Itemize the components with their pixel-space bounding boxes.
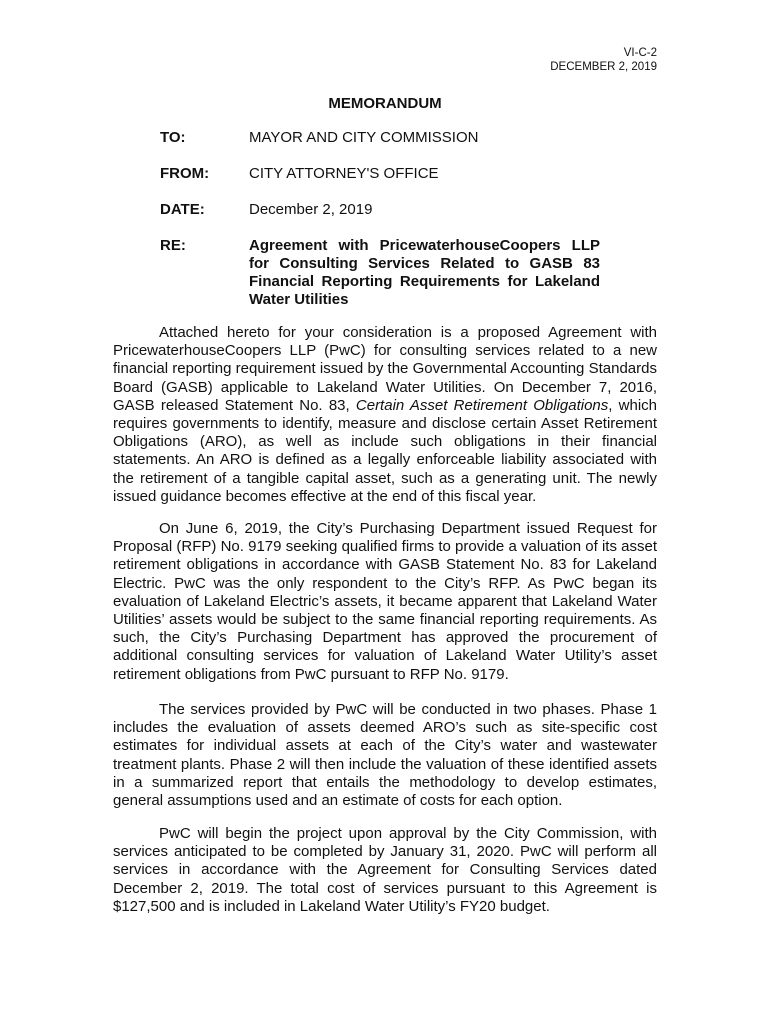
document-date: DECEMBER 2, 2019	[550, 61, 657, 73]
document-reference	[550, 46, 657, 74]
re-subject: Agreement with PricewaterhouseCoopers LLP for Consulting Services Related to GASB 83 Financial Reporting Requirements for Lakeland Water Utilities	[249, 237, 600, 308]
body-paragraph-2: On June 6, 2019, the City’s Purchasing Department issued Request for Proposal (RFP) No. 9179 seeking qualified firms to provide a valuation of its asset retirement obligations in accordance with GASB Statement No. 83 for Lakeland Electric. PwC was the only respondent to the City’s RFP. As PwC began its evaluation of Lakeland Electric’s assets, it became apparent that Lakeland Water Utilities’ assets would be subject to the same financial reporting requirements. As such, the City’s Purchasing Department has approved the procurement of additional consulting services for valuation of Lakeland Water Utility’s asset retirement obligations from PwC pursuant to RFP No. 9179.	[113, 520, 657, 683]
from-value: CITY ATTORNEY'S OFFICE	[249, 165, 439, 182]
from-label: FROM:	[160, 165, 210, 182]
paragraph-1-statement-title: Certain Asset Retirement Obligations	[355, 396, 609, 414]
paragraph-1-text-a: Attached hereto for your consideration is a proposed Agreement with PricewaterhouseCoopers LLP (PwC) for consulting services related to a new financial reporting requirement issued by the Governmental Accounting Standards Board (GASB) applicable to Lakeland Water Utilities. On December 7, 2016, GASB released Statement No. 83,	[113, 324, 657, 414]
date-label: DATE:	[160, 201, 205, 218]
body-paragraph-1	[113, 324, 657, 506]
date-value: December 2, 2019	[249, 201, 373, 218]
re-label: RE:	[160, 237, 186, 254]
body-paragraph-3: The services provided by PwC will be conducted in two phases. Phase 1 includes the evaluation of assets deemed ARO’s such as site-specific cost estimates for individual assets at each of the City’s water and wastewater treatment plants. Phase 2 will then include the valuation of these identified assets in a summarized report that entails the methodology to develop estimates, general assumptions used and an estimate of costs for each option.	[113, 701, 657, 810]
memo-title: MEMORANDUM	[328, 95, 442, 112]
body-paragraph-4: PwC will begin the project upon approval by the City Commission, with services anticipated to be completed by January 31, 2020. PwC will perform all services in accordance with the Agreement for Consulting Services dated December 2, 2019. The total cost of services pursuant to this Agreement is $127,500 and is included in Lakeland Water Utility’s FY20 budget.	[113, 825, 657, 915]
to-value: MAYOR AND CITY COMMISSION	[249, 129, 479, 146]
document-id: VI-C-2	[623, 47, 657, 59]
paragraph-1-text-b: , which requires governments to identify, measure and disclose certain Asset Retirement Obligations (ARO), as well as include such obligations in their financial statements. An ARO is defined as a legally enforceable liability associated with the retirement of a tangible capital asset, such as a generating unit. The newly issued guidance becomes effective at the end of this fiscal year.	[113, 396, 658, 505]
to-label: TO:	[160, 129, 186, 146]
